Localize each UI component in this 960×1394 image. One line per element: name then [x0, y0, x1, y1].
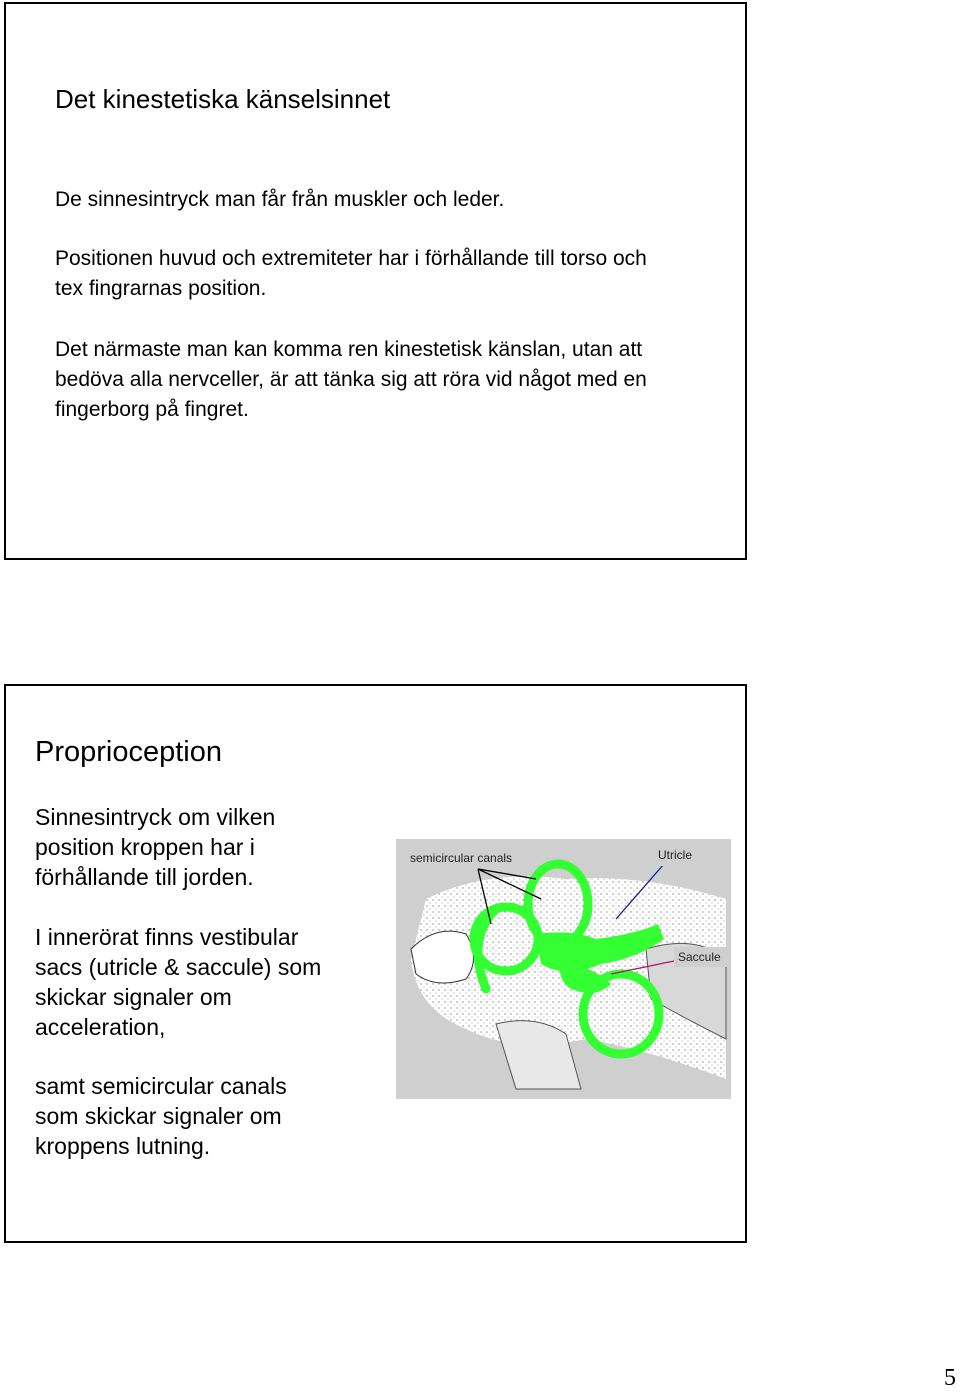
slide-2-paragraph-3: samt semicircular canals som skickar signaler om kroppens lutning. [35, 1073, 287, 1159]
label-utricle: Utricle [658, 848, 693, 862]
slide-1-title: Det kinestetiska känselsinnet [55, 84, 391, 114]
label-semicircular-canals: semicircular canals [410, 851, 513, 865]
slide-1-paragraph-2: Positionen huvud och extremiteter har i förhållande till torso och tex fingrarnas position. [55, 247, 647, 300]
slide-1 [4, 2, 747, 560]
slide-2-paragraph-1: Sinnesintryck om vilken position kroppen har i förhållande till jorden. [35, 804, 276, 890]
inner-ear-diagram [396, 839, 731, 1099]
slide-1-paragraph-3: Det närmaste man kan komma ren kinestetisk känslan, utan att bedöva alla nervceller, är att tänka sig att röra vid något med en fingerborg på fingret. [55, 338, 647, 421]
slide-1-paragraph-1: De sinnesintryck man får från muskler och leder. [55, 188, 505, 211]
slide-2 [4, 684, 747, 1243]
slide-2-paragraph-2: I innerörat finns vestibular sacs (utricle & saccule) som skickar signaler om acceleration, [35, 924, 322, 1040]
label-saccule: Saccule [678, 950, 721, 964]
slide-2-title: Proprioception [35, 736, 222, 768]
page-number: 5 [944, 1365, 956, 1391]
